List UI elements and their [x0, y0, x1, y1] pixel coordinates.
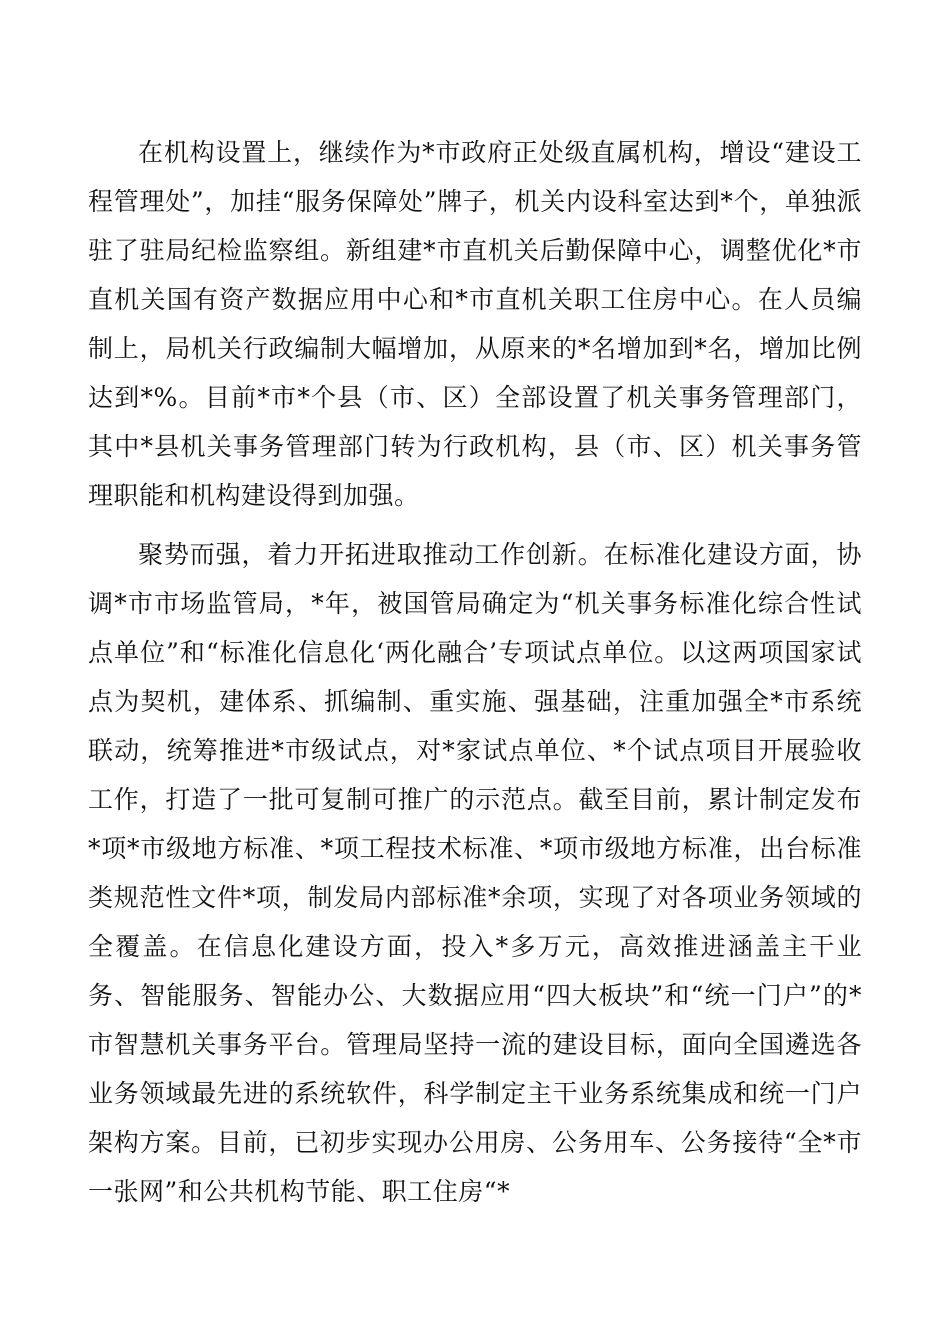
document-body	[88, 128, 862, 1226]
paragraph-innovation: 聚势而强，着力开拓进取推动工作创新。在标准化建设方面，协调*市市场监管局，*年，被国管局确定为“机关事务标准化综合性试点单位”和“标准化信息化‘两化融合’专项试点单位。以这两项国家试点为契机，建体系、抓编制、重实施、强基础，注重加强全*市系统联动，统筹推进*市级试点，对*家试点单位、*个试点项目开展验收工作，打造了一批可复制可推广的示范点。截至目前，累计制定发布*项*市级地方标准、*项工程技术标准、*项市级地方标准，出台标准类规范性文件*项，制发局内部标准*余项，实现了对各项业务领域的全覆盖。在信息化建设方面，投入*多万元，高效推进涵盖主干业务、智能服务、智能办公、大数据应用“四大板块”和“统一门户”的*市智慧机关事务平台。管理局坚持一流的建设目标，面向全国遴选各业务领域最先进的系统软件，科学制定主干业务系统集成和统一门户架构方案。目前，已初步实现办公用房、公务用车、公务接待“全*市一张网”和公共机构节能、职工住房“*	[88, 540, 862, 1206]
paragraph-institution-setup: 在机构设置上，继续作为*市政府正处级直属机构，增设“建设工程管理处”，加挂“服务保障处”牌子，机关内设科室达到*个，单独派驻了驻局纪检监察组。新组建*市直机关后勤保障中心，调整优化*市直机关国有资产数据应用中心和*市直机关职工住房中心。在人员编制上，局机关行政编制大幅增加，从原来的*名增加到*名，增加比例达到*%。目前*市*个县（市、区）全部设置了机关事务管理部门，其中*县机关事务管理部门转为行政机构，县（市、区）机关事务管理职能和机构建设得到加强。	[88, 138, 862, 510]
